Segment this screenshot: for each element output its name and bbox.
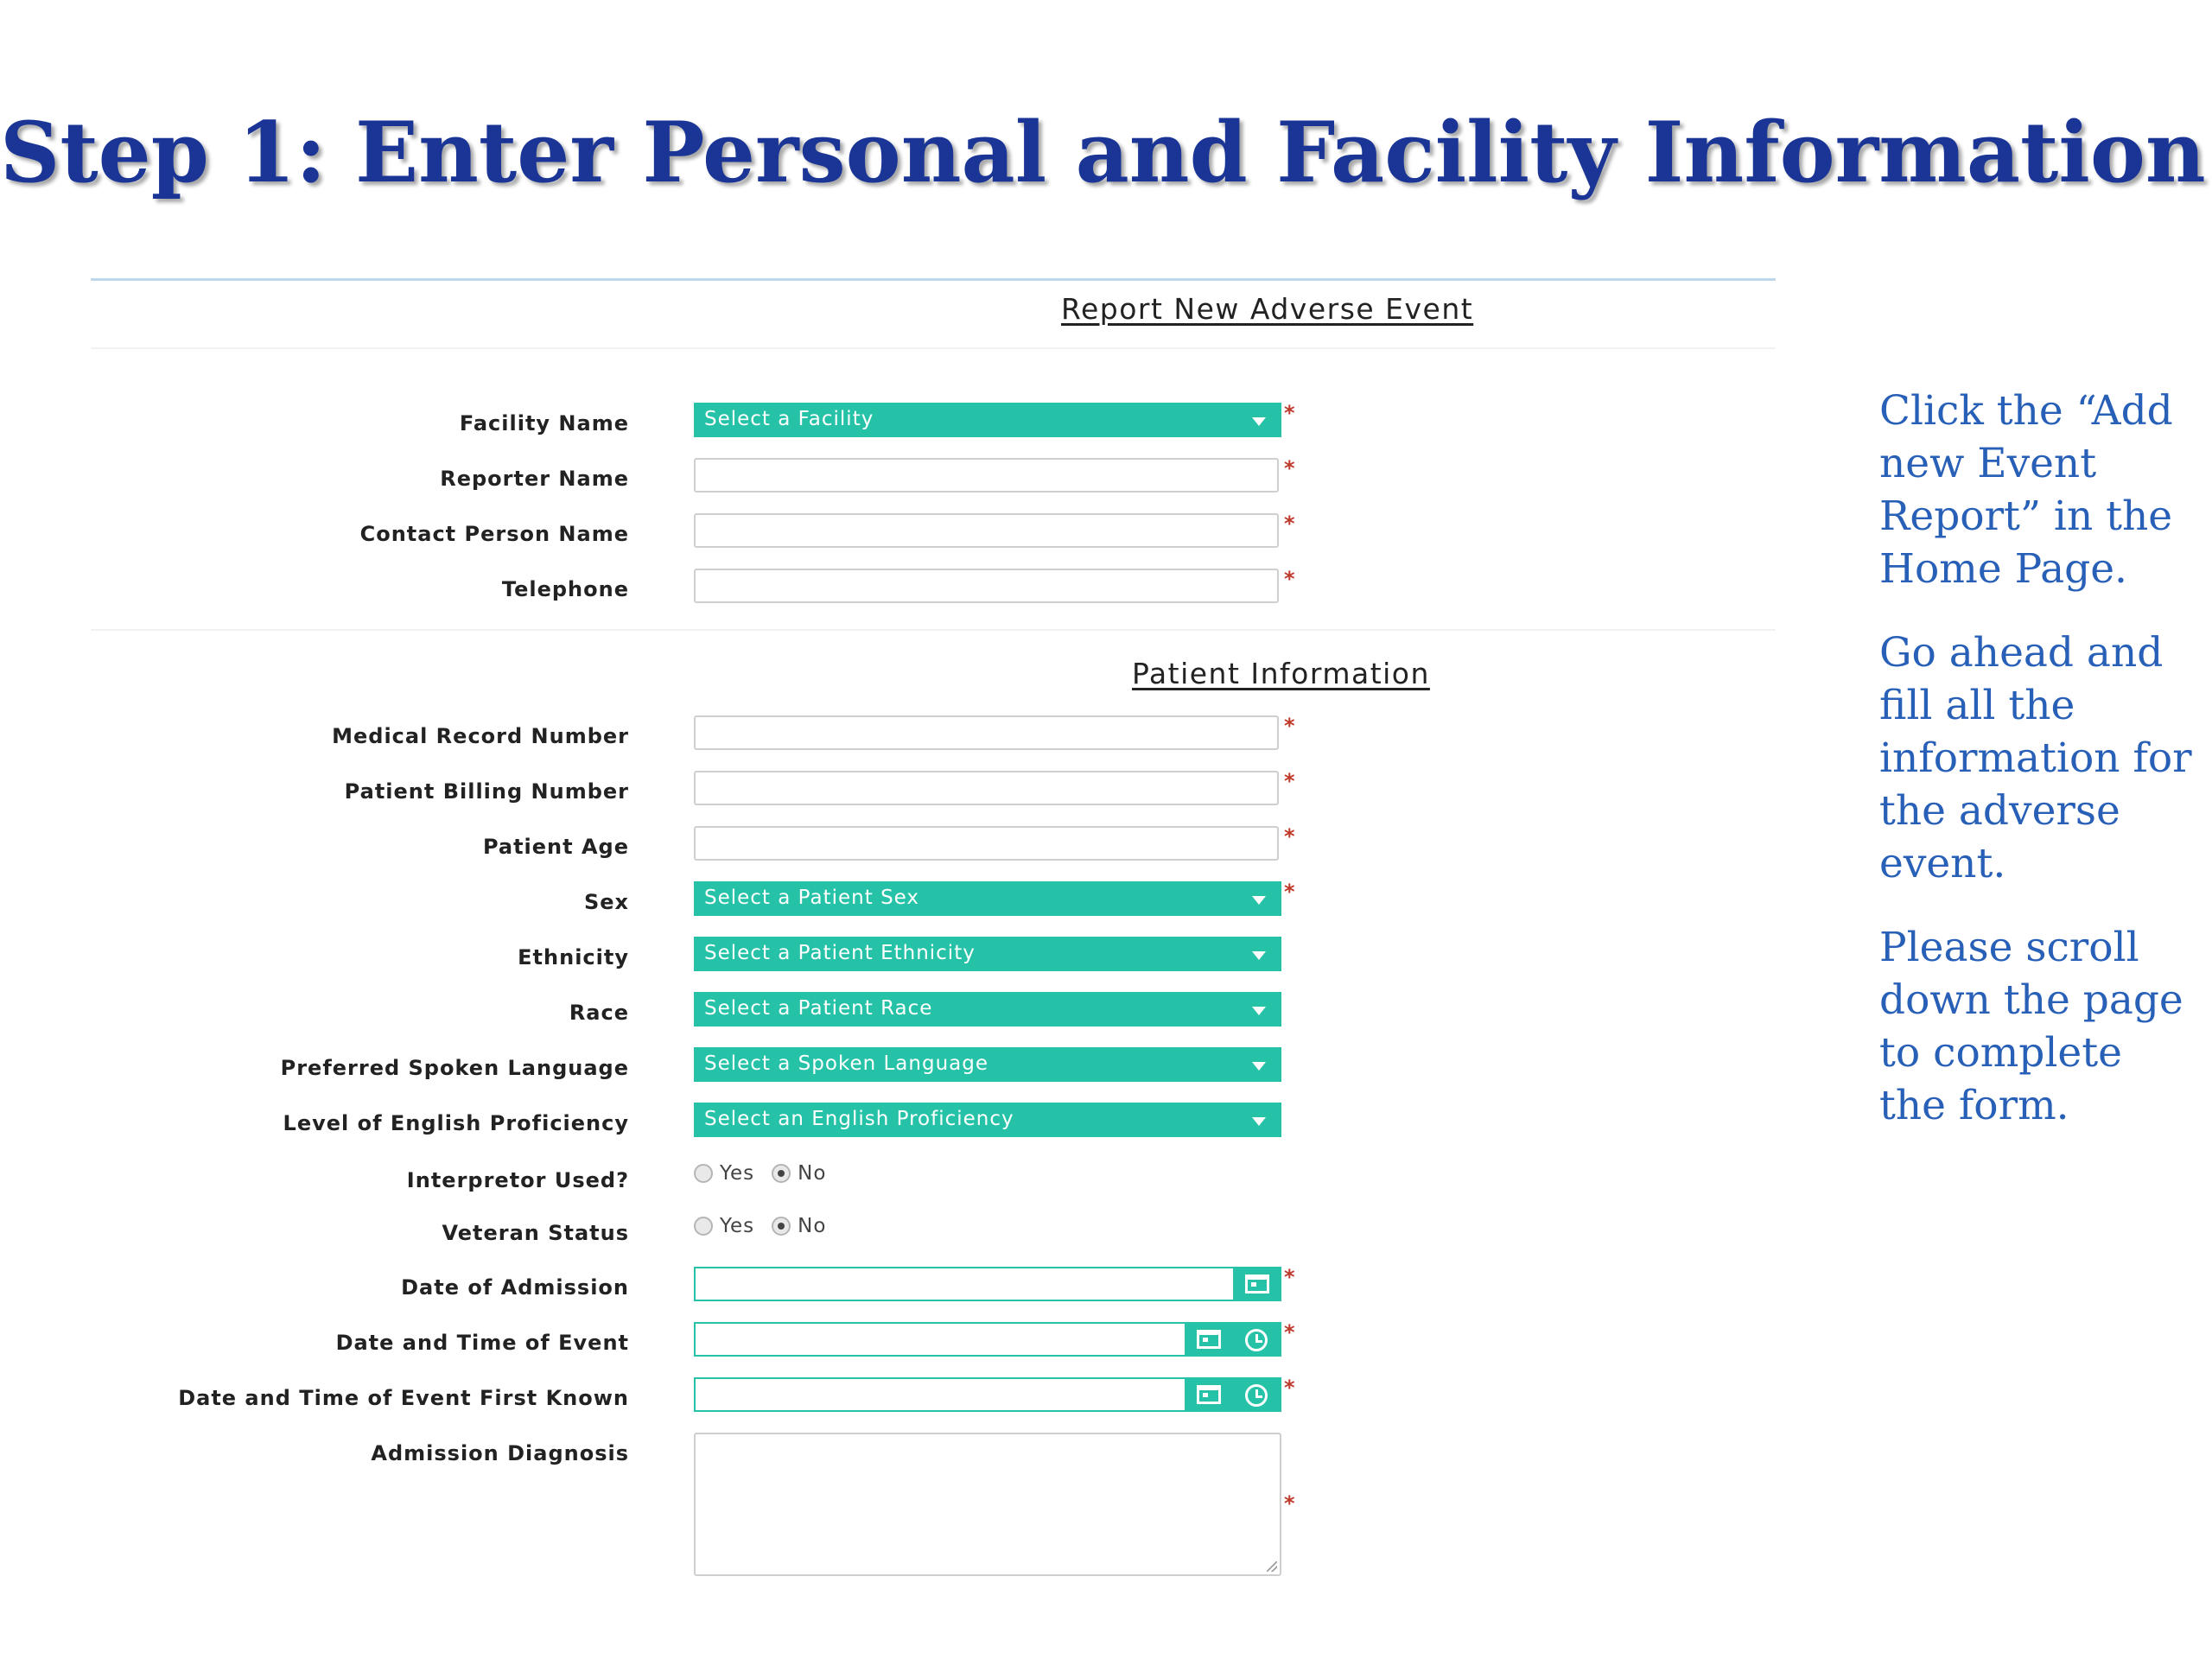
chevron-down-icon [1252, 896, 1266, 905]
event-calendar-button[interactable] [1185, 1322, 1233, 1357]
sex-row [0, 881, 1348, 919]
first-known-row [0, 1377, 1348, 1415]
veteran-yes-label: Yes [720, 1214, 755, 1237]
patient-age-label: Patient Age [482, 835, 629, 859]
veteran-label: Veteran Status [442, 1221, 629, 1245]
interpreter-radio-group [694, 1161, 843, 1185]
telephone-label: Telephone [501, 577, 629, 601]
interpreter-no-radio[interactable] [772, 1164, 791, 1183]
patient-age-input[interactable] [694, 826, 1279, 861]
required-marker: * [1284, 401, 1295, 425]
chevron-down-icon [1252, 1062, 1266, 1071]
sex-select[interactable] [694, 881, 1281, 916]
facility-name-label: Facility Name [459, 411, 629, 435]
required-marker: * [1284, 1265, 1295, 1289]
required-marker: * [1284, 880, 1295, 904]
clock-icon [1245, 1329, 1268, 1351]
ethnicity-select-value: Select a Patient Ethnicity [704, 942, 976, 964]
required-marker: * [1284, 769, 1295, 793]
sex-label: Sex [583, 890, 629, 914]
ethnicity-row [0, 937, 1348, 975]
event-datetime-label: Date and Time of Event [335, 1331, 629, 1355]
facility-select[interactable] [694, 403, 1281, 437]
admission-calendar-button[interactable] [1233, 1267, 1281, 1301]
chevron-down-icon [1252, 951, 1266, 960]
patient-section-heading: Patient Information [1132, 657, 1430, 690]
instruction-2: Go ahead and fill all the information for the adverse event. [1879, 629, 2192, 887]
telephone-row [0, 569, 1348, 607]
facility-name-row [0, 403, 1348, 441]
race-label: Race [569, 1001, 629, 1025]
proficiency-row [0, 1103, 1348, 1141]
language-label: Preferred Spoken Language [280, 1056, 629, 1080]
billing-number-label: Patient Billing Number [344, 779, 629, 804]
race-select-value: Select a Patient Race [704, 997, 933, 1020]
admission-diagnosis-label: Admission Diagnosis [371, 1441, 629, 1465]
required-marker: * [1284, 456, 1295, 480]
proficiency-select-value: Select an English Proficiency [704, 1108, 1014, 1130]
contact-person-label: Contact Person Name [359, 522, 629, 546]
top-divider [91, 278, 1776, 281]
resize-grip-icon[interactable] [1267, 1561, 1277, 1572]
veteran-no-radio[interactable] [772, 1217, 791, 1236]
interpreter-row [0, 1160, 1348, 1198]
ethnicity-label: Ethnicity [518, 945, 629, 969]
required-marker: * [1284, 714, 1295, 738]
required-marker: * [1284, 824, 1295, 849]
event-clock-button[interactable] [1233, 1322, 1281, 1357]
calendar-icon [1245, 1274, 1269, 1294]
first-known-calendar-button[interactable] [1185, 1377, 1233, 1412]
reporter-name-row [0, 458, 1348, 496]
reporter-name-label: Reporter Name [440, 467, 629, 491]
medical-record-input[interactable] [694, 715, 1279, 750]
calendar-icon [1197, 1385, 1221, 1404]
contact-person-row [0, 513, 1348, 551]
form-heading: Report New Adverse Event [1061, 292, 1474, 326]
interpreter-yes-label: Yes [720, 1161, 755, 1185]
proficiency-label: Level of English Proficiency [283, 1111, 629, 1135]
patient-age-row [0, 826, 1348, 864]
veteran-radio-group [694, 1214, 843, 1237]
header-divider [91, 347, 1776, 349]
required-marker: * [1284, 567, 1295, 591]
required-marker: * [1284, 512, 1295, 536]
admission-date-label: Date of Admission [401, 1275, 629, 1300]
instruction-1: Click the “Add new Event Report” in the Home Page. [1879, 387, 2173, 593]
instructions-panel [1879, 385, 2199, 1163]
contact-person-input[interactable] [694, 513, 1279, 548]
medical-record-label: Medical Record Number [332, 724, 629, 748]
billing-number-row [0, 771, 1348, 809]
chevron-down-icon [1252, 417, 1266, 426]
interpreter-label: Interpretor Used? [406, 1168, 629, 1192]
sex-select-value: Select a Patient Sex [704, 887, 920, 909]
admission-date-input[interactable] [694, 1267, 1281, 1301]
required-marker: * [1284, 1320, 1295, 1344]
veteran-row [0, 1212, 1348, 1250]
required-marker: * [1284, 1376, 1295, 1400]
first-known-label: Date and Time of Event First Known [178, 1386, 629, 1410]
slide-title: Step 1: Enter Personal and Facility Information [0, 104, 2206, 201]
required-marker: * [1284, 1491, 1295, 1516]
telephone-input[interactable] [694, 569, 1279, 603]
race-select[interactable] [694, 992, 1281, 1027]
chevron-down-icon [1252, 1117, 1266, 1126]
first-known-clock-button[interactable] [1233, 1377, 1281, 1412]
admission-date-row [0, 1267, 1348, 1305]
ethnicity-select[interactable] [694, 937, 1281, 971]
language-row [0, 1047, 1348, 1085]
interpreter-yes-radio[interactable] [694, 1164, 713, 1183]
veteran-yes-radio[interactable] [694, 1217, 713, 1236]
billing-number-input[interactable] [694, 771, 1279, 805]
race-row [0, 992, 1348, 1030]
event-datetime-input[interactable] [694, 1322, 1281, 1357]
chevron-down-icon [1252, 1007, 1266, 1015]
interpreter-no-label: No [798, 1161, 827, 1185]
medical-record-row [0, 715, 1348, 753]
admission-diagnosis-textarea[interactable] [694, 1433, 1281, 1576]
language-select[interactable] [694, 1047, 1281, 1082]
veteran-no-label: No [798, 1214, 827, 1237]
clock-icon [1245, 1384, 1268, 1407]
instruction-3: Please scroll down the page to complete the form. [1879, 924, 2183, 1129]
facility-select-value: Select a Facility [704, 408, 874, 430]
event-datetime-row [0, 1322, 1348, 1360]
calendar-icon [1197, 1330, 1221, 1349]
admission-diagnosis-row [0, 1433, 1348, 1580]
first-known-input[interactable] [694, 1377, 1281, 1412]
proficiency-select[interactable] [694, 1103, 1281, 1137]
language-select-value: Select a Spoken Language [704, 1052, 988, 1075]
reporter-name-input[interactable] [694, 458, 1279, 493]
section-divider [91, 629, 1776, 631]
